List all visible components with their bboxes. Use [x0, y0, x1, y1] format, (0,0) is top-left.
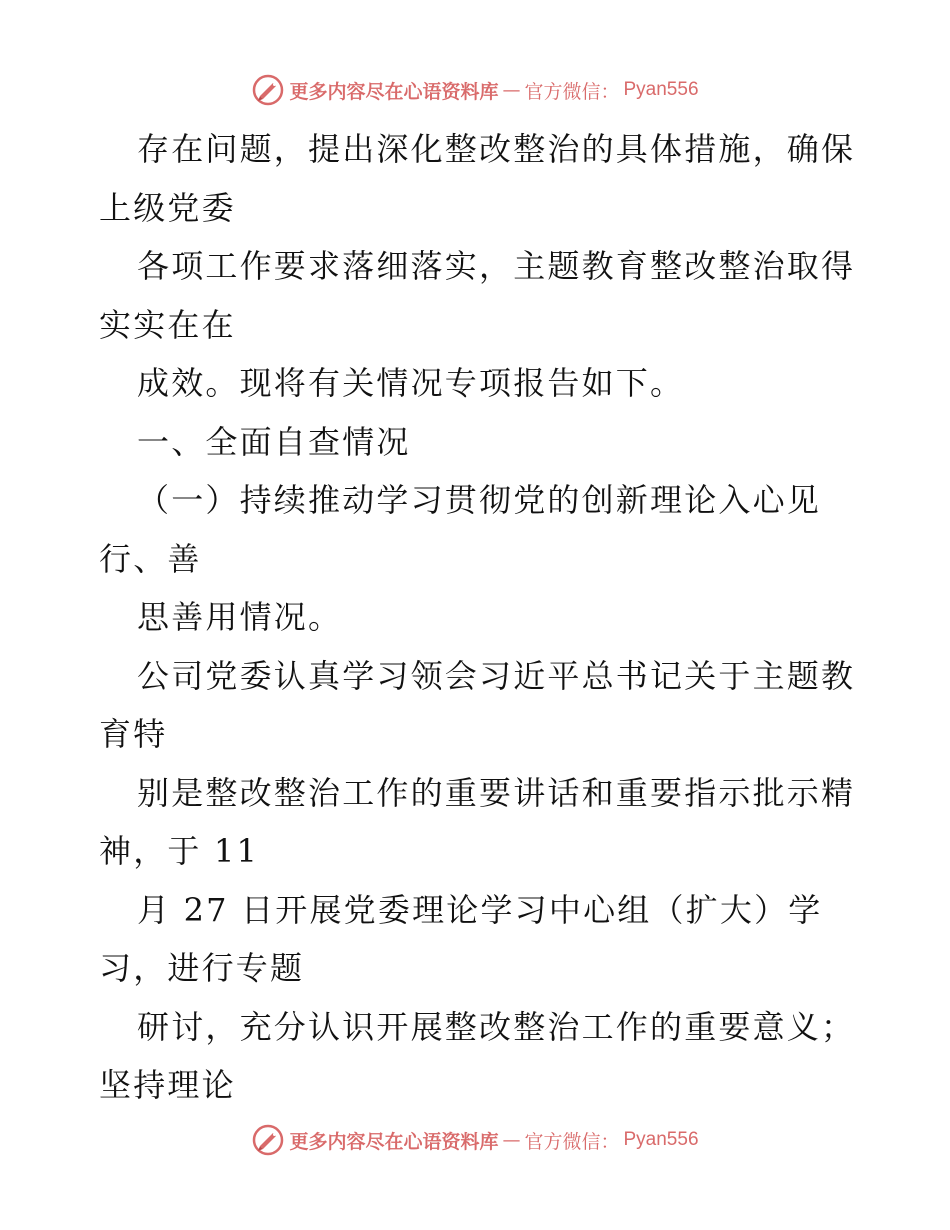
- paragraph-line: 别是整改整治工作的重要讲话和重要指示批示精: [137, 773, 856, 812]
- banner: [251, 1123, 698, 1157]
- section-heading: [99, 413, 859, 472]
- paragraph-line: 行、善: [99, 539, 202, 578]
- banner-separator: —: [502, 1129, 521, 1151]
- paragraph-line: 坚持理论: [99, 1066, 236, 1104]
- paragraph-line: 月 27 日开展党委理论学习中心组（扩大）学: [137, 890, 823, 929]
- paragraph-line: 公司党委认真学习领会习近平总书记关于主题教: [137, 656, 856, 695]
- paragraph-line: 研讨，充分认识开展整改整治工作的重要意义；: [137, 1007, 856, 1046]
- paragraph-line: 育特: [99, 715, 168, 753]
- paragraph: [99, 120, 859, 237]
- paragraph: [99, 998, 859, 1115]
- banner-wechat-id: Pyan556: [623, 79, 699, 100]
- paragraph: [99, 881, 859, 998]
- paragraph-line: 成效。现将有关情况专项报告如下。: [137, 364, 685, 402]
- paragraph: [99, 764, 859, 881]
- page-footer-banner: [0, 1120, 950, 1160]
- paragraph-line: 习，进行专题: [99, 949, 305, 987]
- paragraph-line: 神，于 11: [99, 832, 260, 870]
- banner-main-text: 更多内容尽在心语资料库: [289, 1130, 499, 1153]
- paragraph: [99, 354, 859, 413]
- banner: [251, 73, 698, 107]
- paragraph: [99, 588, 859, 647]
- paragraph-line: （一）持续推动学习贯彻党的创新理论入心见: [137, 481, 822, 519]
- banner-wechat-id: Pyan556: [623, 1129, 699, 1150]
- paragraph-line: 上级党委: [99, 188, 236, 227]
- subsection-heading: [99, 471, 859, 588]
- pen-logo-icon: [251, 1123, 285, 1157]
- banner-separator: —: [502, 79, 521, 101]
- banner-sub-text: 官方微信：: [524, 1130, 620, 1153]
- banner-main-text: 更多内容尽在心语资料库: [289, 80, 499, 103]
- paragraph-line: 一、全面自查情况: [137, 422, 411, 461]
- pen-logo-icon: [251, 73, 285, 107]
- page-header-banner: [0, 70, 950, 110]
- paragraph: [99, 237, 859, 354]
- paragraph-line: 存在问题，提出深化整改整治的具体措施，确保: [137, 130, 856, 168]
- banner-sub-text: 官方微信：: [524, 80, 620, 103]
- paragraph-line: 各项工作要求落细落实，主题教育整改整治取得: [137, 247, 856, 285]
- paragraph-line: 思善用情况。: [137, 598, 343, 636]
- paragraph-line: 实实在在: [99, 305, 236, 344]
- paragraph: [99, 647, 859, 764]
- document-body: [99, 120, 859, 1115]
